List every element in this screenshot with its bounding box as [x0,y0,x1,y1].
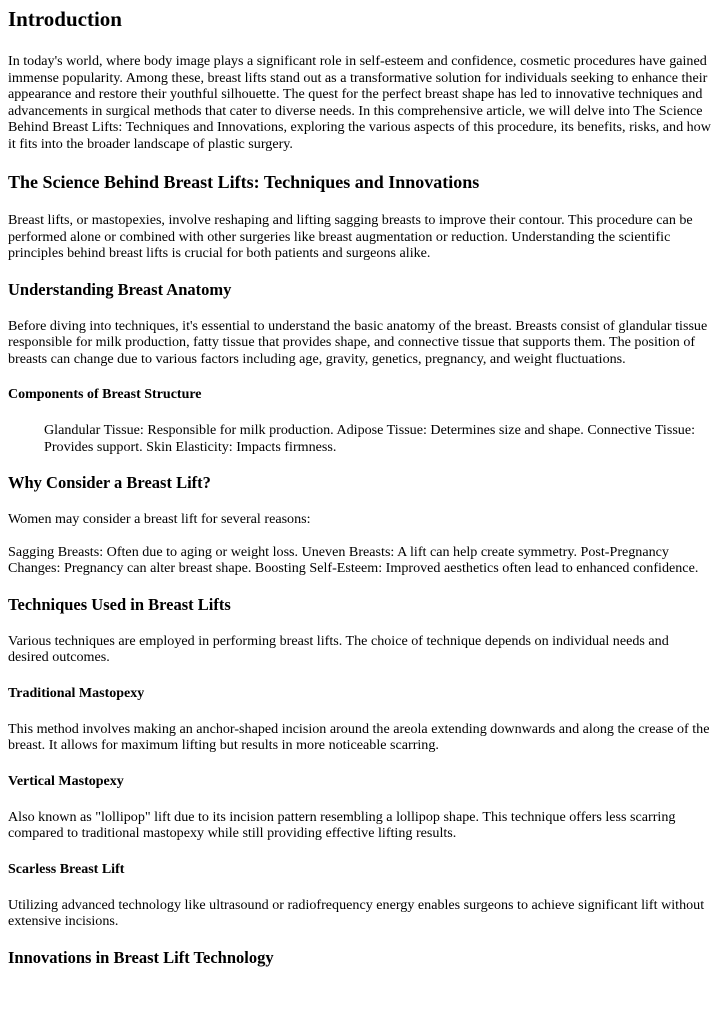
science-heading: The Science Behind Breast Lifts: Techniques and Innovations [8,172,480,192]
vertical-heading: Vertical Mastopexy [8,773,124,789]
science-paragraph: Breast lifts, or mastopexies, involve reshaping and lifting sagging breasts to improve their contour. This procedure can be performed alone or combined with other surgeries like breast augmentation or reduction. Understanding the scientific principles behind breast lifts is crucial for both patients and surgeons alike. [8,212,693,261]
innovations-heading: Innovations in Breast Lift Technology [8,947,274,967]
scarless-paragraph: Utilizing advanced technology like ultrasound or radiofrequency energy enables surgeons to achieve significant lift without extensive incisions. [8,896,705,929]
components-heading: Components of Breast Structure [8,387,202,402]
scarless-heading: Scarless Breast Lift [8,861,125,877]
anatomy-heading: Understanding Breast Anatomy [8,279,232,299]
vertical-paragraph: Also known as "lollipop" lift due to its incision pattern resembling a lollipop shape. This technique offers less scarring compared to traditional mastopexy while still providing effective lifting results. [8,808,676,841]
intro-paragraph: In today's world, where body image plays a significant role in self-esteem and confidence, cosmetic procedures have gained immense popularity. Among these, breast lifts stand out as a transformative solution for individuals seeking to enhance their appearance and restore their youthful silhouette. The quest for the perfect breast shape has led to innovative techniques and advancements in surgical methods that cater to diverse needs. In this comprehensive article, we will delve into The Science Behind Breast Lifts: Techniques and Innovations, exploring the various aspects of this procedure, its benefits, risks, and how it fits into the broader landscape of plastic surgery. [8,53,711,152]
techniques-paragraph: Various techniques are employed in performing breast lifts. The choice of technique depends on individual needs and desired outcomes. [8,632,669,665]
why-intro: Women may consider a breast lift for several reasons: [8,511,311,527]
article [0,7,712,969]
techniques-heading: Techniques Used in Breast Lifts [8,594,231,614]
anatomy-paragraph: Before diving into techniques, it's essential to understand the basic anatomy of the breast. Breasts consist of glandular tissue responsible for milk production, fatty tissue that provides shape, and connective tissue that supports them. The position of breasts can change due to various factors including age, gravity, genetics, pregnancy, and weight fluctuations. [8,317,708,367]
traditional-heading: Traditional Mastopexy [8,685,145,701]
why-heading: Why Consider a Breast Lift? [8,473,211,492]
intro-heading: Introduction [8,7,122,31]
traditional-paragraph: This method involves making an anchor-shaped incision around the areola extending downwards and along the crease of the breast. It allows for maximum lifting but results in more noticeable scarring. [8,720,710,753]
components-list: Glandular Tissue: Responsible for milk production. Adipose Tissue: Determines size and shape. Connective Tissue: Provides support. Skin Elasticity: Impacts firmness. [44,422,696,455]
why-reasons: Sagging Breasts: Often due to aging or weight loss. Uneven Breasts: A lift can help create symmetry. Post-Pregnancy Changes: Pregnancy can alter breast shape. Boosting Self-Esteem: Improved aesthetics often lead to enhanced confidence. [8,543,699,576]
